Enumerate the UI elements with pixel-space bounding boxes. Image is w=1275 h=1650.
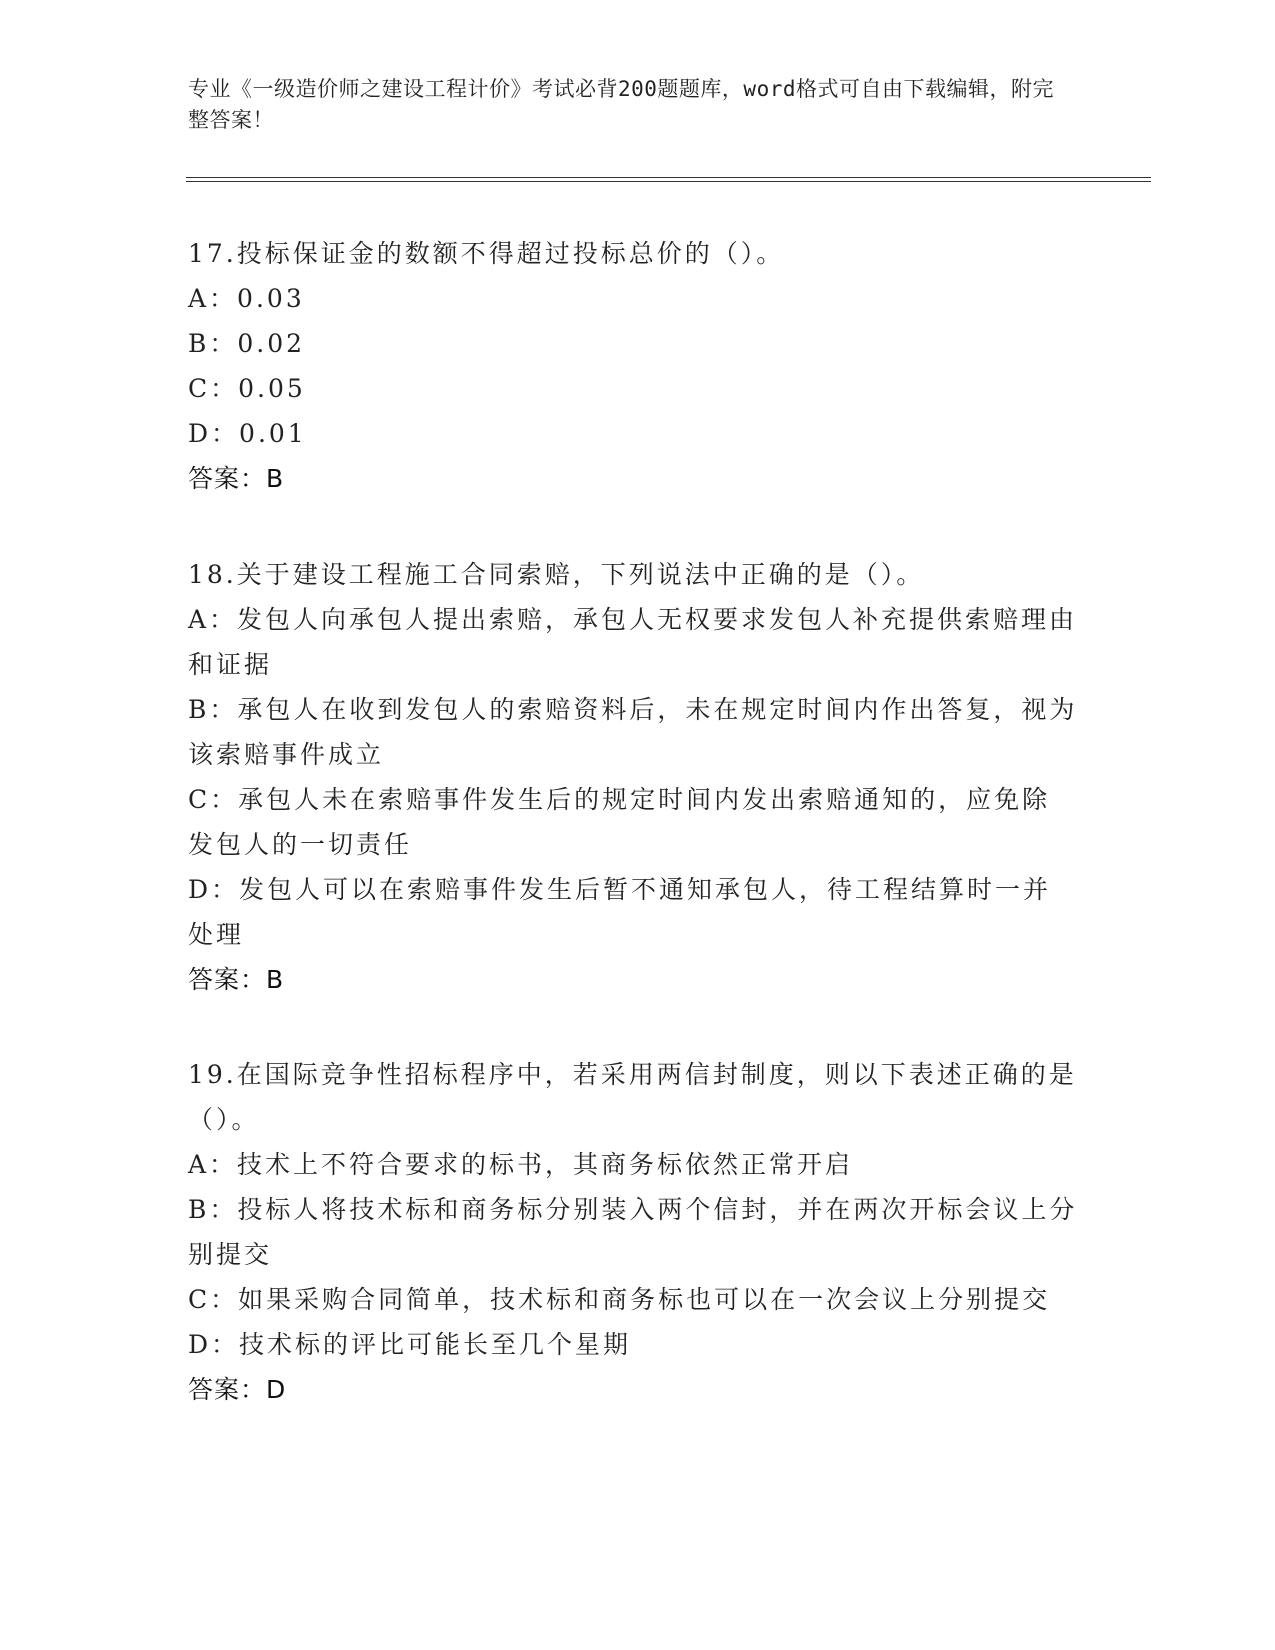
answer: 答案：B xyxy=(188,464,285,493)
document-header: 专业《一级造价师之建设工程计价》考试必背200题题库，word格式可自由下载编辑，附完整答案！ xyxy=(188,77,1054,132)
option-b: B：承包人在收到发包人的索赔资料后，未在规定时间内作出答复，视为该索赔事件成立 xyxy=(188,695,1078,769)
option-a: A：0.03 xyxy=(188,284,305,313)
option-d: D：技术标的评比可能长至几个星期 xyxy=(188,1330,632,1359)
option-c: C：如果采购合同简单，技术标和商务标也可以在一次会议上分别提交 xyxy=(188,1285,1051,1314)
header-divider-bottom xyxy=(186,181,1151,182)
question-19 xyxy=(188,1052,1078,1412)
question-18 xyxy=(188,552,1078,1002)
question-stem: 17.投标保证金的数额不得超过投标总价的（）。 xyxy=(188,239,785,268)
question-stem: 18.关于建设工程施工合同索赔，下列说法中正确的是（）。 xyxy=(188,560,925,589)
question-17 xyxy=(188,231,1078,501)
option-a: A：技术上不符合要求的标书，其商务标依然正常开启 xyxy=(188,1150,854,1179)
option-c: C：0.05 xyxy=(188,374,306,403)
answer: 答案：D xyxy=(188,1375,287,1404)
option-a: A：发包人向承包人提出索赔，承包人无权要求发包人补充提供索赔理由和证据 xyxy=(188,605,1078,679)
question-stem: 19.在国际竞争性招标程序中，若采用两信封制度，则以下表述正确的是（）。 xyxy=(188,1060,1077,1134)
answer: 答案：B xyxy=(188,965,285,994)
option-c: C：承包人未在索赔事件发生后的规定时间内发出索赔通知的，应免除发包人的一切责任 xyxy=(188,785,1051,859)
header-divider-top xyxy=(186,177,1151,178)
option-d: D：发包人可以在索赔事件发生后暂不通知承包人，待工程结算时一并处理 xyxy=(188,875,1052,949)
option-d: D：0.01 xyxy=(188,419,307,448)
option-b: B：投标人将技术标和商务标分别装入两个信封，并在两次开标会议上分别提交 xyxy=(188,1195,1078,1269)
option-b: B：0.02 xyxy=(188,329,306,358)
